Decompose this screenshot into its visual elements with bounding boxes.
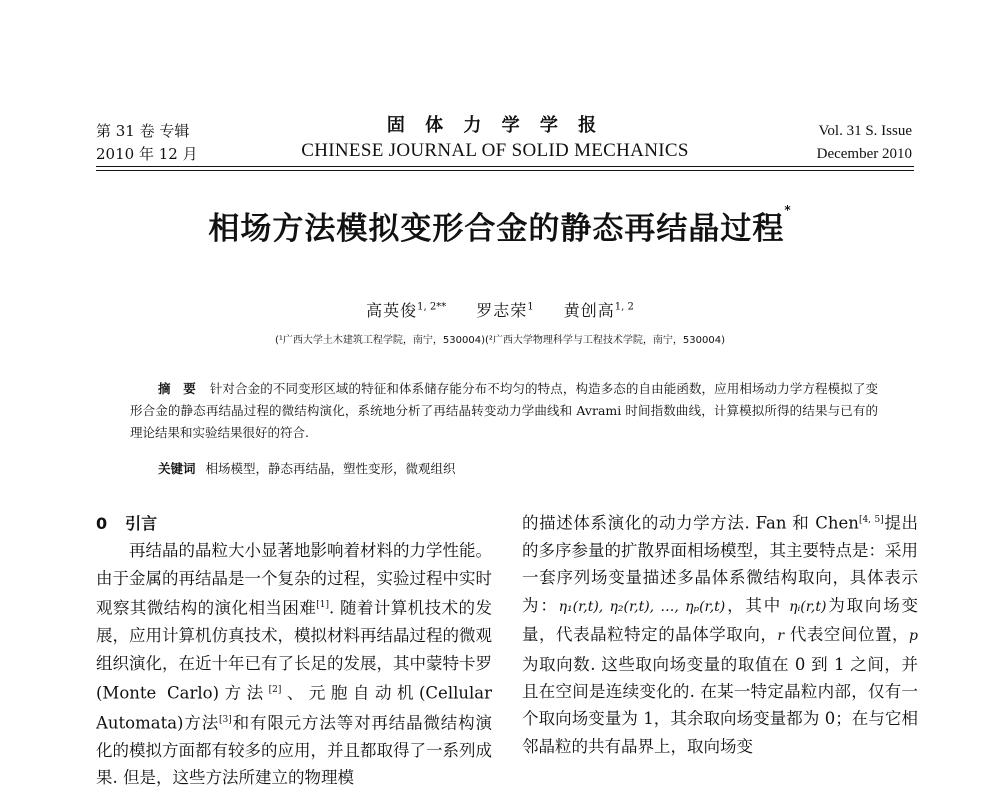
- text-run: 再结晶的晶粒大小显著地影响着材料的力学性能。由于金属的再结晶是一个复杂的过程，实验过程中实时观察其微结构的演化相当困难: [96, 541, 492, 618]
- right-column: [522, 507, 918, 760]
- abstract: [130, 378, 878, 444]
- text-run: 代表空间位置，: [784, 625, 910, 645]
- text-run: 的描述体系演化的动力学方法. Fan 和 Chen: [522, 513, 859, 533]
- author-affil-mark: 1, 2**: [417, 301, 447, 313]
- header-volume-info: [96, 120, 198, 166]
- date-en: December 2010: [816, 146, 912, 162]
- author-affil-mark: 1, 2: [614, 301, 634, 313]
- header-rule-thick: [96, 166, 914, 167]
- text-run: 、元胞自动机(Cellular Automata)方法: [96, 683, 492, 733]
- text-run: 为取向场变量，代表晶粒特定的晶体学取向，: [522, 595, 919, 645]
- keywords: [158, 459, 456, 477]
- variable-r: r: [777, 628, 785, 645]
- citation: [2]: [268, 684, 282, 695]
- author-1: [366, 301, 446, 320]
- text-run: 为取向数. 这些取向场变量的取值在 0 到 1 之间，并且在空间是连续变化的. 在某一特定晶粒内部，仅有一个取向场变量为 1，其余取向场变量都为 0；在与它相邻晶粒的共有晶界上，取向场变: [522, 654, 918, 756]
- keywords-label: 关键词: [158, 461, 196, 476]
- volume-en: Vol. 31 S. Issue: [818, 123, 912, 139]
- author-name: 罗志荣: [476, 301, 528, 320]
- variable-p: p: [909, 628, 919, 645]
- left-column: [96, 510, 492, 792]
- equation-order-parameters: η₁(r,t), η₂(r,t), …, ηₚ(r,t): [558, 598, 726, 615]
- text-run: . 随着计算机技术的发展，应用计算机仿真技术，模拟材料再结晶过程的微观组织演化，在近十年已有了长足的发展，其中蒙特卡罗(Monte Carlo)方法: [96, 598, 492, 703]
- author-affil-mark: 1: [527, 301, 534, 313]
- author-3: [564, 301, 634, 320]
- text-run: ，其中: [725, 595, 790, 615]
- abstract-label: 摘 要: [158, 381, 196, 396]
- journal-title-cn: 固 体 力 学 学 报: [386, 115, 604, 136]
- text-run: 和有限元方法等对再结晶微结构演化的模拟方面都有较多的应用，并且都取得了一系列成果. 但是，这些方法所建立的物理模: [96, 713, 493, 788]
- journal-title-en: CHINESE JOURNAL OF SOLID MECHANICS: [301, 140, 689, 161]
- citation: [4, 5]: [858, 515, 884, 525]
- citation: [3]: [219, 714, 232, 725]
- citation: [1]: [316, 600, 330, 611]
- header-rule-thin: [96, 170, 914, 171]
- journal-title-block: [270, 113, 720, 163]
- title-footnote-mark: *: [784, 203, 792, 217]
- body-paragraph-continued: [522, 507, 918, 760]
- author-2: [476, 301, 533, 320]
- abstract-text: 针对合金的不同变形区域的特征和体系储存能分布不均匀的特点，构造多态的自由能函数，应用相场动力学方程模拟了变形合金的静态再结晶过程的微结构演化，系统地分析了再结晶转变动力学曲线和 Avrami 时间指数曲线，计算模拟所得的结果与已有的理论结果和实验结果很好的符合.: [130, 381, 878, 440]
- keywords-text: 相场模型，静态再结晶，塑性变形，微观组织: [205, 461, 456, 476]
- affiliation: (¹广西大学土木建筑工程学院，南宁，530004)(²广西大学物理科学与工程技术学院，南宁，530004): [275, 335, 725, 346]
- author-name: 黄创高: [563, 301, 615, 320]
- section-number: 0: [96, 514, 108, 533]
- header-volume-info-en: [817, 120, 912, 166]
- paper-title: [0, 203, 1000, 248]
- section-title: 引言: [125, 514, 158, 533]
- author-list: [0, 298, 1000, 321]
- intro-paragraph: [96, 537, 492, 791]
- equation-eta-i: ηᵢ(r,t): [789, 598, 827, 615]
- paper-title-text: 相场方法模拟变形合金的静态再结晶过程: [208, 211, 785, 247]
- author-name: 高英俊: [366, 301, 418, 320]
- date-cn: 2010 年 12 月: [96, 145, 198, 163]
- text-run: 提出的多序参量的扩散界面相场模型，其主要特点是：采用一套序列场变量描述多晶体系微结构取向，具体表示为：: [522, 513, 919, 615]
- section-heading: [96, 510, 492, 537]
- volume-cn: 第 31 卷 专辑: [96, 122, 190, 140]
